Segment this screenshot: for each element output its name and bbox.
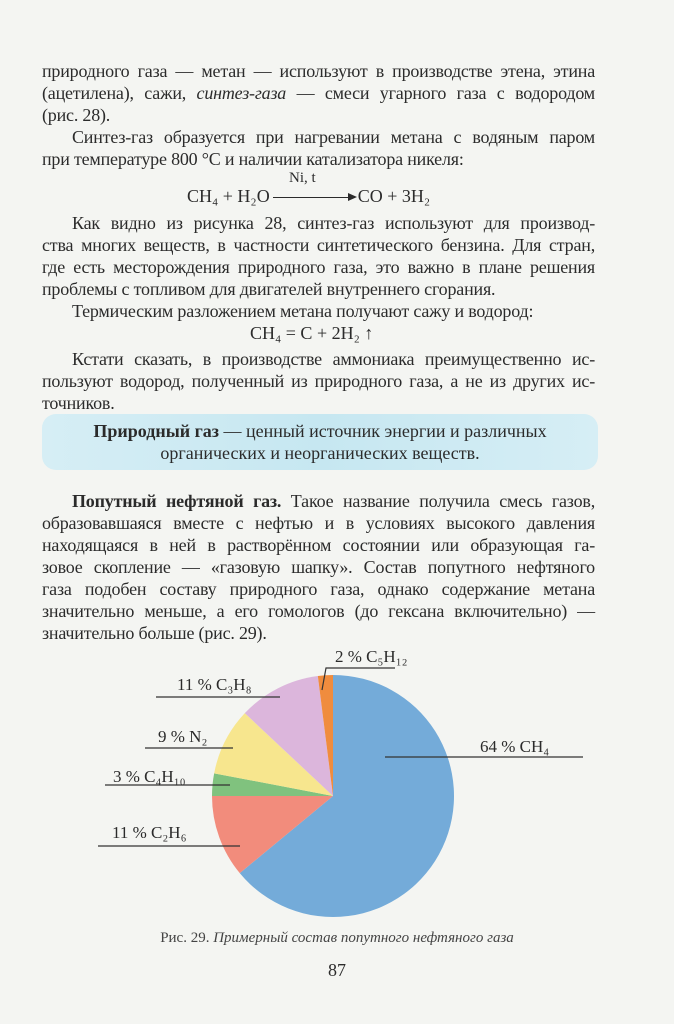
text-segment: образовавшаяся вместе с нефтью и в условиях высокого давления	[42, 513, 595, 533]
text-segment: пользуют водород, полученный из природного газа, а не из других ис-	[42, 371, 595, 391]
slice-label: 11 % C₃H₈	[177, 675, 252, 694]
equation-methane-decomposition: CH₄ = C + 2H₂ ↑	[250, 323, 374, 343]
text-line	[42, 600, 595, 622]
text-segment: значительно меньше, а его гомологов (до гексана включительно) —	[42, 601, 595, 621]
slice-label: 11 % C₂H₆	[112, 823, 187, 842]
text-line	[42, 256, 595, 278]
text-segment: (рис. 28).	[42, 105, 111, 125]
highlight-text: — ценный источник энергии и различных	[219, 421, 547, 441]
text-line	[72, 300, 595, 322]
slice-label: 9 % N₂	[158, 727, 208, 746]
bold-term: Попутный нефтяной газ.	[72, 491, 282, 511]
highlight-text-line2: органических и неорганических веществ.	[160, 443, 480, 463]
slice-label: 2 % C₅H₁₂	[335, 647, 408, 666]
slice-label: 3 % C₄H₁₀	[113, 767, 186, 786]
text-segment: природного газа — метан — используют в производстве этена, этина	[42, 61, 595, 81]
reaction-arrow-icon	[273, 197, 355, 198]
slice-label: 64 % CH₄	[480, 737, 550, 756]
text-line	[42, 512, 595, 534]
text-line	[42, 534, 595, 556]
text-line	[72, 348, 595, 370]
text-line	[42, 578, 595, 600]
equation-catalyst: Ni, t	[289, 170, 316, 186]
text-segment: точников.	[42, 393, 115, 413]
pie-chart	[0, 640, 674, 930]
text-line	[42, 278, 595, 300]
text-line	[72, 212, 595, 234]
page-number: 87	[328, 960, 346, 980]
text-segment: где есть месторождения природного газа, это важно в плане решения	[42, 257, 595, 277]
text-segment: ства многих веществ, в частности синтетического бензина. Для стран,	[42, 235, 595, 255]
highlight-box	[42, 414, 598, 470]
text-line	[72, 490, 595, 512]
text-line	[42, 392, 595, 414]
text-line	[42, 370, 595, 392]
text-line	[42, 148, 595, 170]
text-segment: — смеси угарного газа с водородом	[286, 83, 595, 103]
equation-products: CO + 3H₂	[357, 186, 431, 206]
text-line	[72, 126, 595, 148]
equation-syngas	[187, 170, 431, 206]
text-line	[42, 104, 595, 126]
text-segment: Синтез-газ образуется при нагревании метана с водяным паром	[72, 127, 595, 147]
text-segment: (ацетилена), сажи,	[42, 83, 197, 103]
text-segment: Такое название получила смесь газов,	[281, 491, 595, 511]
italic-term: синтез-газа	[196, 83, 287, 103]
text-segment: находящаяся в ней в растворённом состоянии или образующая га-	[42, 535, 595, 555]
text-segment: при температуре 800 °С и наличии катализатора никеля:	[42, 149, 464, 169]
text-segment: проблемы с топливом для двигателей внутреннего сгорания.	[42, 279, 496, 299]
text-segment: Как видно из рисунка 28, синтез-газ используют для производ-	[72, 213, 595, 233]
text-segment: газа подобен составу природного газа, однако содержание метана	[42, 579, 595, 599]
text-line	[42, 82, 595, 104]
text-segment: Термическим разложением метана получают сажу и водород:	[72, 301, 534, 321]
equation-reactants: CH₄ + H₂O	[187, 186, 270, 206]
highlight-term: Природный газ	[93, 421, 220, 441]
text-line	[42, 556, 595, 578]
text-segment: Кстати сказать, в производстве аммониака преимущественно ис-	[72, 349, 595, 369]
text-segment: значительно больше (рис. 29).	[42, 623, 267, 643]
caption-prefix: Рис. 29.	[160, 930, 214, 946]
text-line	[42, 234, 595, 256]
figure-caption	[0, 930, 674, 947]
text-line	[42, 60, 595, 82]
caption-text: Примерный состав попутного нефтяного газа	[213, 930, 514, 946]
text-segment: зовое скопление — «газовую шапку». Состав попутного нефтяного	[42, 557, 595, 577]
